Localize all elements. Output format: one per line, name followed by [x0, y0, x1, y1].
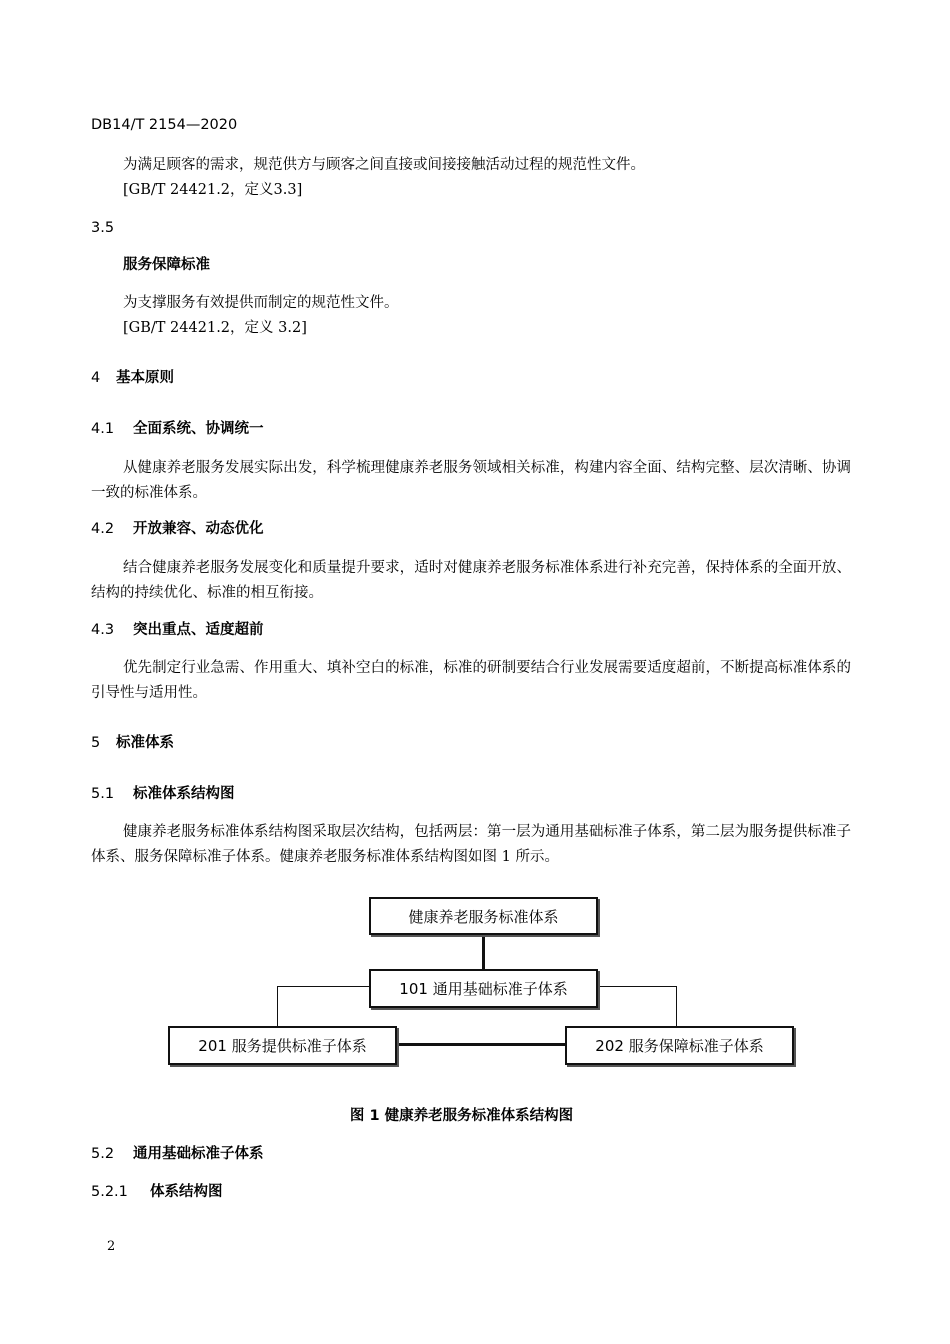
connector-right-drop	[676, 986, 677, 1027]
section-4-1-paragraph: 从健康养老服务发展实际出发，科学梳理健康养老服务领域相关标准，构建内容全面、结构完整、层次清晰、协调一致的标准体系。	[91, 460, 851, 501]
connector-left-drop	[277, 986, 278, 1027]
def-3-4-source: [GB/T 24421.2，定义3.3]	[123, 182, 303, 198]
section-4-1-number: 4.1	[91, 421, 115, 437]
section-5-2-1-number: 5.2.1	[91, 1184, 128, 1200]
section-5-title: 标准体系	[116, 735, 174, 751]
def-3-5-source: [GB/T 24421.2，定义 3.2]	[123, 320, 307, 336]
node-202: 202 服务保障标准子体系	[565, 1026, 794, 1065]
section-4-2-paragraph: 结合健康养老服务发展变化和质量提升要求，适时对健康养老服务标准体系进行补充完善，保持体系的全面开放、结构的持续优化、标准的相互衔接。	[91, 560, 851, 601]
doc-number: DB14/T 2154—2020	[91, 117, 238, 133]
section-4-3-number: 4.3	[91, 622, 115, 638]
section-5-2-1-title: 体系结构图	[150, 1184, 223, 1200]
section-5-1-title: 标准体系结构图	[133, 786, 235, 802]
node-201: 201 服务提供标准子体系	[168, 1026, 397, 1065]
def-3-5-term: 服务保障标准	[123, 257, 210, 273]
section-5-2-number: 5.2	[91, 1146, 115, 1162]
section-5-2-title: 通用基础标准子体系	[133, 1146, 264, 1162]
def-3-5-number: 3.5	[91, 220, 115, 236]
connector-101-left	[277, 986, 370, 987]
connector-101-right	[596, 986, 676, 987]
def-3-5-text: 为支撑服务有效提供而制定的规范性文件。	[123, 295, 399, 311]
section-4-title: 基本原则	[116, 370, 174, 386]
section-4-1-title: 全面系统、协调统一	[133, 421, 264, 437]
node-101: 101 通用基础标准子体系	[369, 969, 598, 1008]
connector-root-to-101	[482, 932, 485, 970]
def-3-4-text: 为满足顾客的需求，规范供方与顾客之间直接或间接接触活动过程的规范性文件。	[123, 157, 645, 173]
section-5-1-number: 5.1	[91, 786, 115, 802]
section-4-2-title: 开放兼容、动态优化	[133, 521, 264, 537]
section-4-3-paragraph: 优先制定行业急需、作用重大、填补空白的标准，标准的研制要结合行业发展需要适度超前，不断提高标准体系的引导性与适用性。	[91, 660, 851, 701]
section-5-1-paragraph: 健康养老服务标准体系结构图采取层次结构，包括两层：第一层为通用基础标准子体系，第二层为服务提供标准子体系、服务保障标准子体系。健康养老服务标准体系结构图如图 1 所示。	[91, 824, 851, 865]
section-4-2-number: 4.2	[91, 521, 115, 537]
figure-1-caption: 图 1 健康养老服务标准体系结构图	[349, 1108, 574, 1124]
section-4-number: 4	[91, 370, 101, 386]
section-5-number: 5	[91, 735, 101, 751]
page-number: 2	[107, 1239, 116, 1254]
connector-201-202	[395, 1043, 566, 1046]
node-root: 健康养老服务标准体系	[369, 897, 598, 935]
section-4-3-title: 突出重点、适度超前	[133, 622, 264, 638]
